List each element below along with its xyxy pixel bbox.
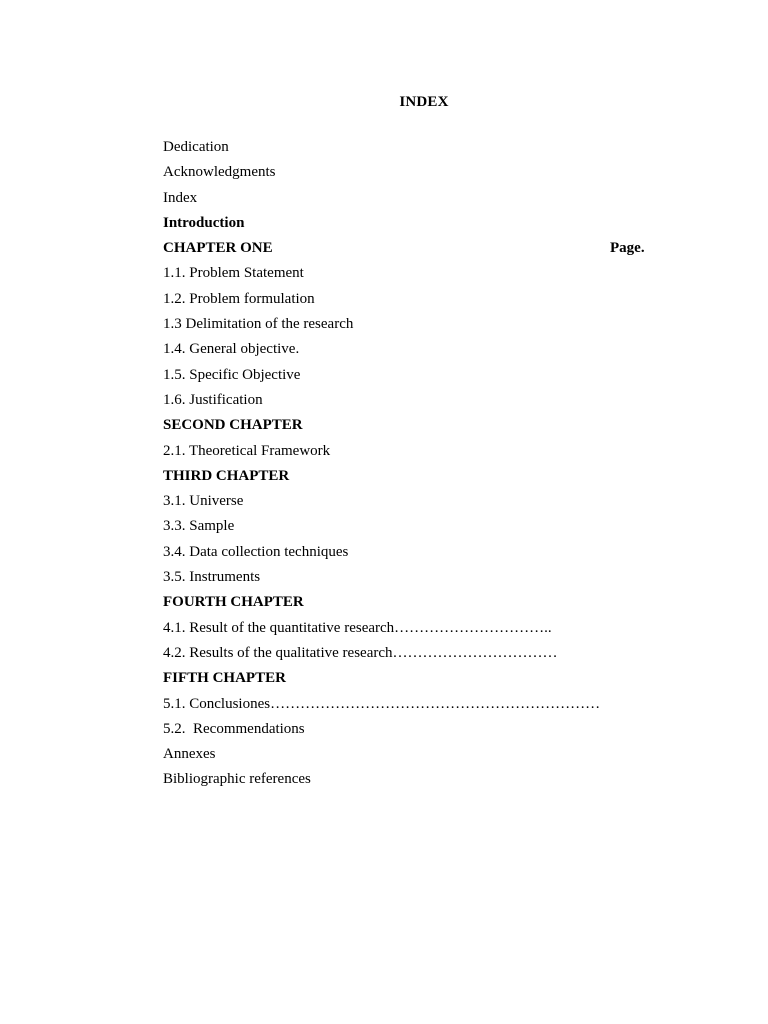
toc-heading: [163, 593, 663, 618]
page-column-label: Page.: [610, 240, 645, 257]
toc-entry-text: 1.4. General objective.: [163, 341, 300, 358]
toc-entry: [163, 391, 663, 416]
toc-entry-text: Index: [163, 189, 198, 206]
toc-entry-text: Annexes: [163, 746, 216, 763]
table-of-contents: [163, 138, 663, 796]
toc-entry-text: 1.1. Problem Statement: [163, 265, 304, 282]
toc-entry: [163, 644, 663, 669]
toc-entry-text: THIRD CHAPTER: [163, 467, 290, 484]
toc-entry-text: FOURTH CHAPTER: [163, 594, 304, 611]
toc-entry-text: 3.3. Sample: [163, 518, 235, 535]
toc-entry-text: 1.3 Delimitation of the research: [163, 316, 354, 333]
toc-entry: [163, 340, 663, 365]
index-title: INDEX: [399, 94, 449, 110]
toc-entry: [163, 138, 663, 163]
toc-heading: [163, 416, 663, 441]
toc-entry-text: CHAPTER ONE: [163, 240, 273, 257]
toc-entry-text: 5.1. Conclusiones…………………………………………………………: [163, 695, 601, 712]
toc-entry: [163, 720, 663, 745]
toc-entry: [163, 163, 663, 188]
toc-entry-text: 4.2. Results of the qualitative research……………………………: [163, 644, 558, 661]
toc-entry-text: 3.1. Universe: [163, 493, 244, 510]
toc-entry: [163, 770, 663, 795]
toc-entry: [163, 619, 663, 644]
toc-entry-text: 2.1. Theoretical Framework: [163, 442, 331, 459]
toc-entry-text: Acknowledgments: [163, 164, 276, 181]
toc-entry-text: 1.6. Justification: [163, 391, 263, 408]
toc-entry: [163, 492, 663, 517]
toc-entry: [163, 543, 663, 568]
toc-entry: [163, 290, 663, 315]
toc-heading: [163, 239, 663, 264]
toc-entry-text: 3.5. Instruments: [163, 569, 261, 586]
toc-heading: [163, 467, 663, 492]
toc-entry-text: FIFTH CHAPTER: [163, 670, 286, 687]
toc-entry: [163, 315, 663, 340]
toc-entry: [163, 264, 663, 289]
toc-entry-text: 1.5. Specific Objective: [163, 366, 301, 383]
toc-heading: [163, 669, 663, 694]
toc-entry-text: SECOND CHAPTER: [163, 417, 303, 434]
toc-entry-text: Introduction: [163, 214, 245, 231]
toc-entry-text: 5.2. Recommendations: [163, 720, 305, 737]
toc-entry-text: 1.2. Problem formulation: [163, 290, 315, 307]
toc-entry: [163, 366, 663, 391]
toc-entry-text: Dedication: [163, 139, 229, 155]
toc-entry-text: 3.4. Data collection techniques: [163, 543, 349, 560]
toc-entry: [163, 568, 663, 593]
toc-heading: [163, 214, 663, 239]
toc-entry: [163, 442, 663, 467]
toc-entry-text: 4.1. Result of the quantitative research…………………………..: [163, 619, 552, 636]
toc-entry: [163, 695, 663, 720]
toc-entry: [163, 189, 663, 214]
toc-entry: [163, 745, 663, 770]
toc-entry-text: Bibliographic references: [163, 771, 311, 788]
toc-entry: [163, 517, 663, 542]
